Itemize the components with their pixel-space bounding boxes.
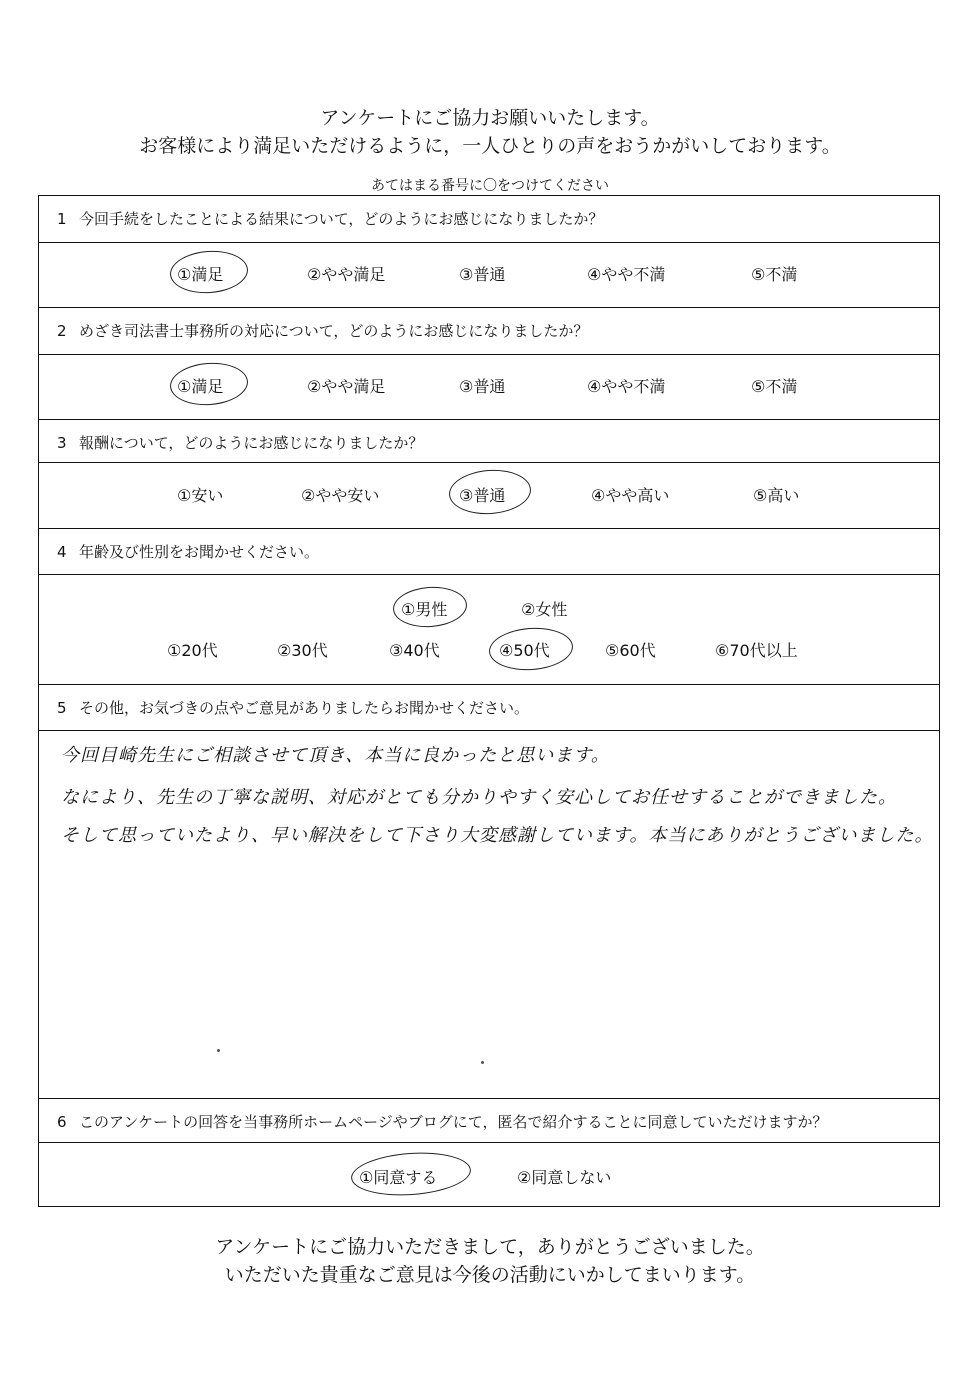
instruction-text: あてはまる番号に〇をつけてください xyxy=(371,178,609,194)
question-6-options xyxy=(39,1143,939,1208)
q4-age-option-1[interactable]: ①20代 xyxy=(167,641,218,660)
question-3-header xyxy=(39,420,939,463)
q1-option-1[interactable]: ①満足 xyxy=(177,265,224,284)
q1-option-3[interactable]: ③普通 xyxy=(459,265,506,284)
question-4-text: 年齢及び性別をお聞かせください。 xyxy=(79,543,320,561)
question-6-header xyxy=(39,1099,939,1143)
survey-form xyxy=(38,195,940,1207)
question-1-header xyxy=(39,196,939,243)
q2-option-5[interactable]: ⑤不満 xyxy=(751,377,798,396)
q3-option-1[interactable]: ①安い xyxy=(177,486,224,505)
question-1-number: 1 xyxy=(57,210,67,228)
q4-age-option-4[interactable]: ④50代 xyxy=(499,641,550,660)
q1-option-2[interactable]: ②やや満足 xyxy=(307,265,386,284)
q6-option-1[interactable]: ①同意する xyxy=(359,1168,438,1187)
q4-age-option-6[interactable]: ⑥70代以上 xyxy=(715,641,798,660)
question-5-text: その他，お気づきの点やご意見がありましたらお聞かせください。 xyxy=(79,699,530,717)
question-5-comment-box xyxy=(39,731,939,1099)
question-6-text: このアンケートの回答を当事務所ホームページやブログにて，匿名で紹介することに同意していただけますか？ xyxy=(79,1113,828,1131)
q1-option-5[interactable]: ⑤不満 xyxy=(751,265,798,284)
q3-option-4[interactable]: ④やや高い xyxy=(591,486,670,505)
question-3-number: 3 xyxy=(57,434,67,452)
q2-option-3[interactable]: ③普通 xyxy=(459,377,506,396)
comment-line-3: そして思っていたより、早い解決をして下さり大変感謝しています。本当にありがとうございました。 xyxy=(61,825,934,846)
question-2-text: めざき司法書士事務所の対応について，どのようにお感じになりましたか？ xyxy=(79,322,589,340)
question-4-header xyxy=(39,529,939,575)
q2-option-1[interactable]: ①満足 xyxy=(177,377,224,396)
question-5-header xyxy=(39,685,939,731)
question-1-options xyxy=(39,243,939,308)
q4-gender-selection-circle xyxy=(392,584,469,629)
comment-line-1: 今回目崎先生にご相談させて頂き、本当に良かったと思います。 xyxy=(61,745,610,766)
q4-age-option-2[interactable]: ②30代 xyxy=(277,641,328,660)
q2-option-2[interactable]: ②やや満足 xyxy=(307,377,386,396)
q3-option-3[interactable]: ③普通 xyxy=(459,486,506,505)
q4-gender-option-2[interactable]: ②女性 xyxy=(521,600,568,619)
question-4-number: 4 xyxy=(57,543,67,561)
q1-selection-circle xyxy=(169,248,250,295)
q6-option-2[interactable]: ②同意しない xyxy=(517,1168,612,1187)
question-3-options xyxy=(39,463,939,529)
q3-option-2[interactable]: ②やや安い xyxy=(301,486,380,505)
scan-speck xyxy=(217,1049,220,1052)
q4-age-option-3[interactable]: ③40代 xyxy=(389,641,440,660)
footer-line-1: アンケートにご協力いただきまして，ありがとうございました。 xyxy=(215,1236,765,1258)
q4-age-selection-circle xyxy=(488,625,575,673)
q2-option-4[interactable]: ④やや不満 xyxy=(587,377,666,396)
header-line-1: アンケートにご協力お願いいたします。 xyxy=(320,107,660,129)
comment-line-2: なにより、先生の丁寧な説明、対応がとても分かりやすく安心してお任せすることができました。 xyxy=(61,787,897,808)
question-4-options xyxy=(39,575,939,685)
question-3-text: 報酬について，どのようにお感じになりましたか？ xyxy=(79,434,424,452)
q3-selection-circle xyxy=(448,467,533,517)
q4-age-option-5[interactable]: ⑤60代 xyxy=(605,641,656,660)
question-2-number: 2 xyxy=(57,322,67,340)
footer-line-2: いただいた貴重なご意見は今後の活動にいかしてまいります。 xyxy=(224,1264,756,1286)
q4-gender-option-1[interactable]: ①男性 xyxy=(401,600,448,619)
q3-option-5[interactable]: ⑤高い xyxy=(753,486,800,505)
question-1-text: 今回手続をしたことによる結果について，どのようにお感じになりましたか？ xyxy=(79,210,604,228)
question-5-number: 5 xyxy=(57,699,67,717)
q1-option-4[interactable]: ④やや不満 xyxy=(587,265,666,284)
question-6-number: 6 xyxy=(57,1113,67,1131)
q2-selection-circle xyxy=(169,360,250,407)
scan-speck xyxy=(481,1061,484,1064)
q6-selection-circle xyxy=(350,1149,473,1199)
question-2-options xyxy=(39,355,939,420)
header-line-2: お客様により満足いただけるように，一人ひとりの声をおうかがいしております。 xyxy=(139,135,841,157)
question-2-header xyxy=(39,308,939,355)
